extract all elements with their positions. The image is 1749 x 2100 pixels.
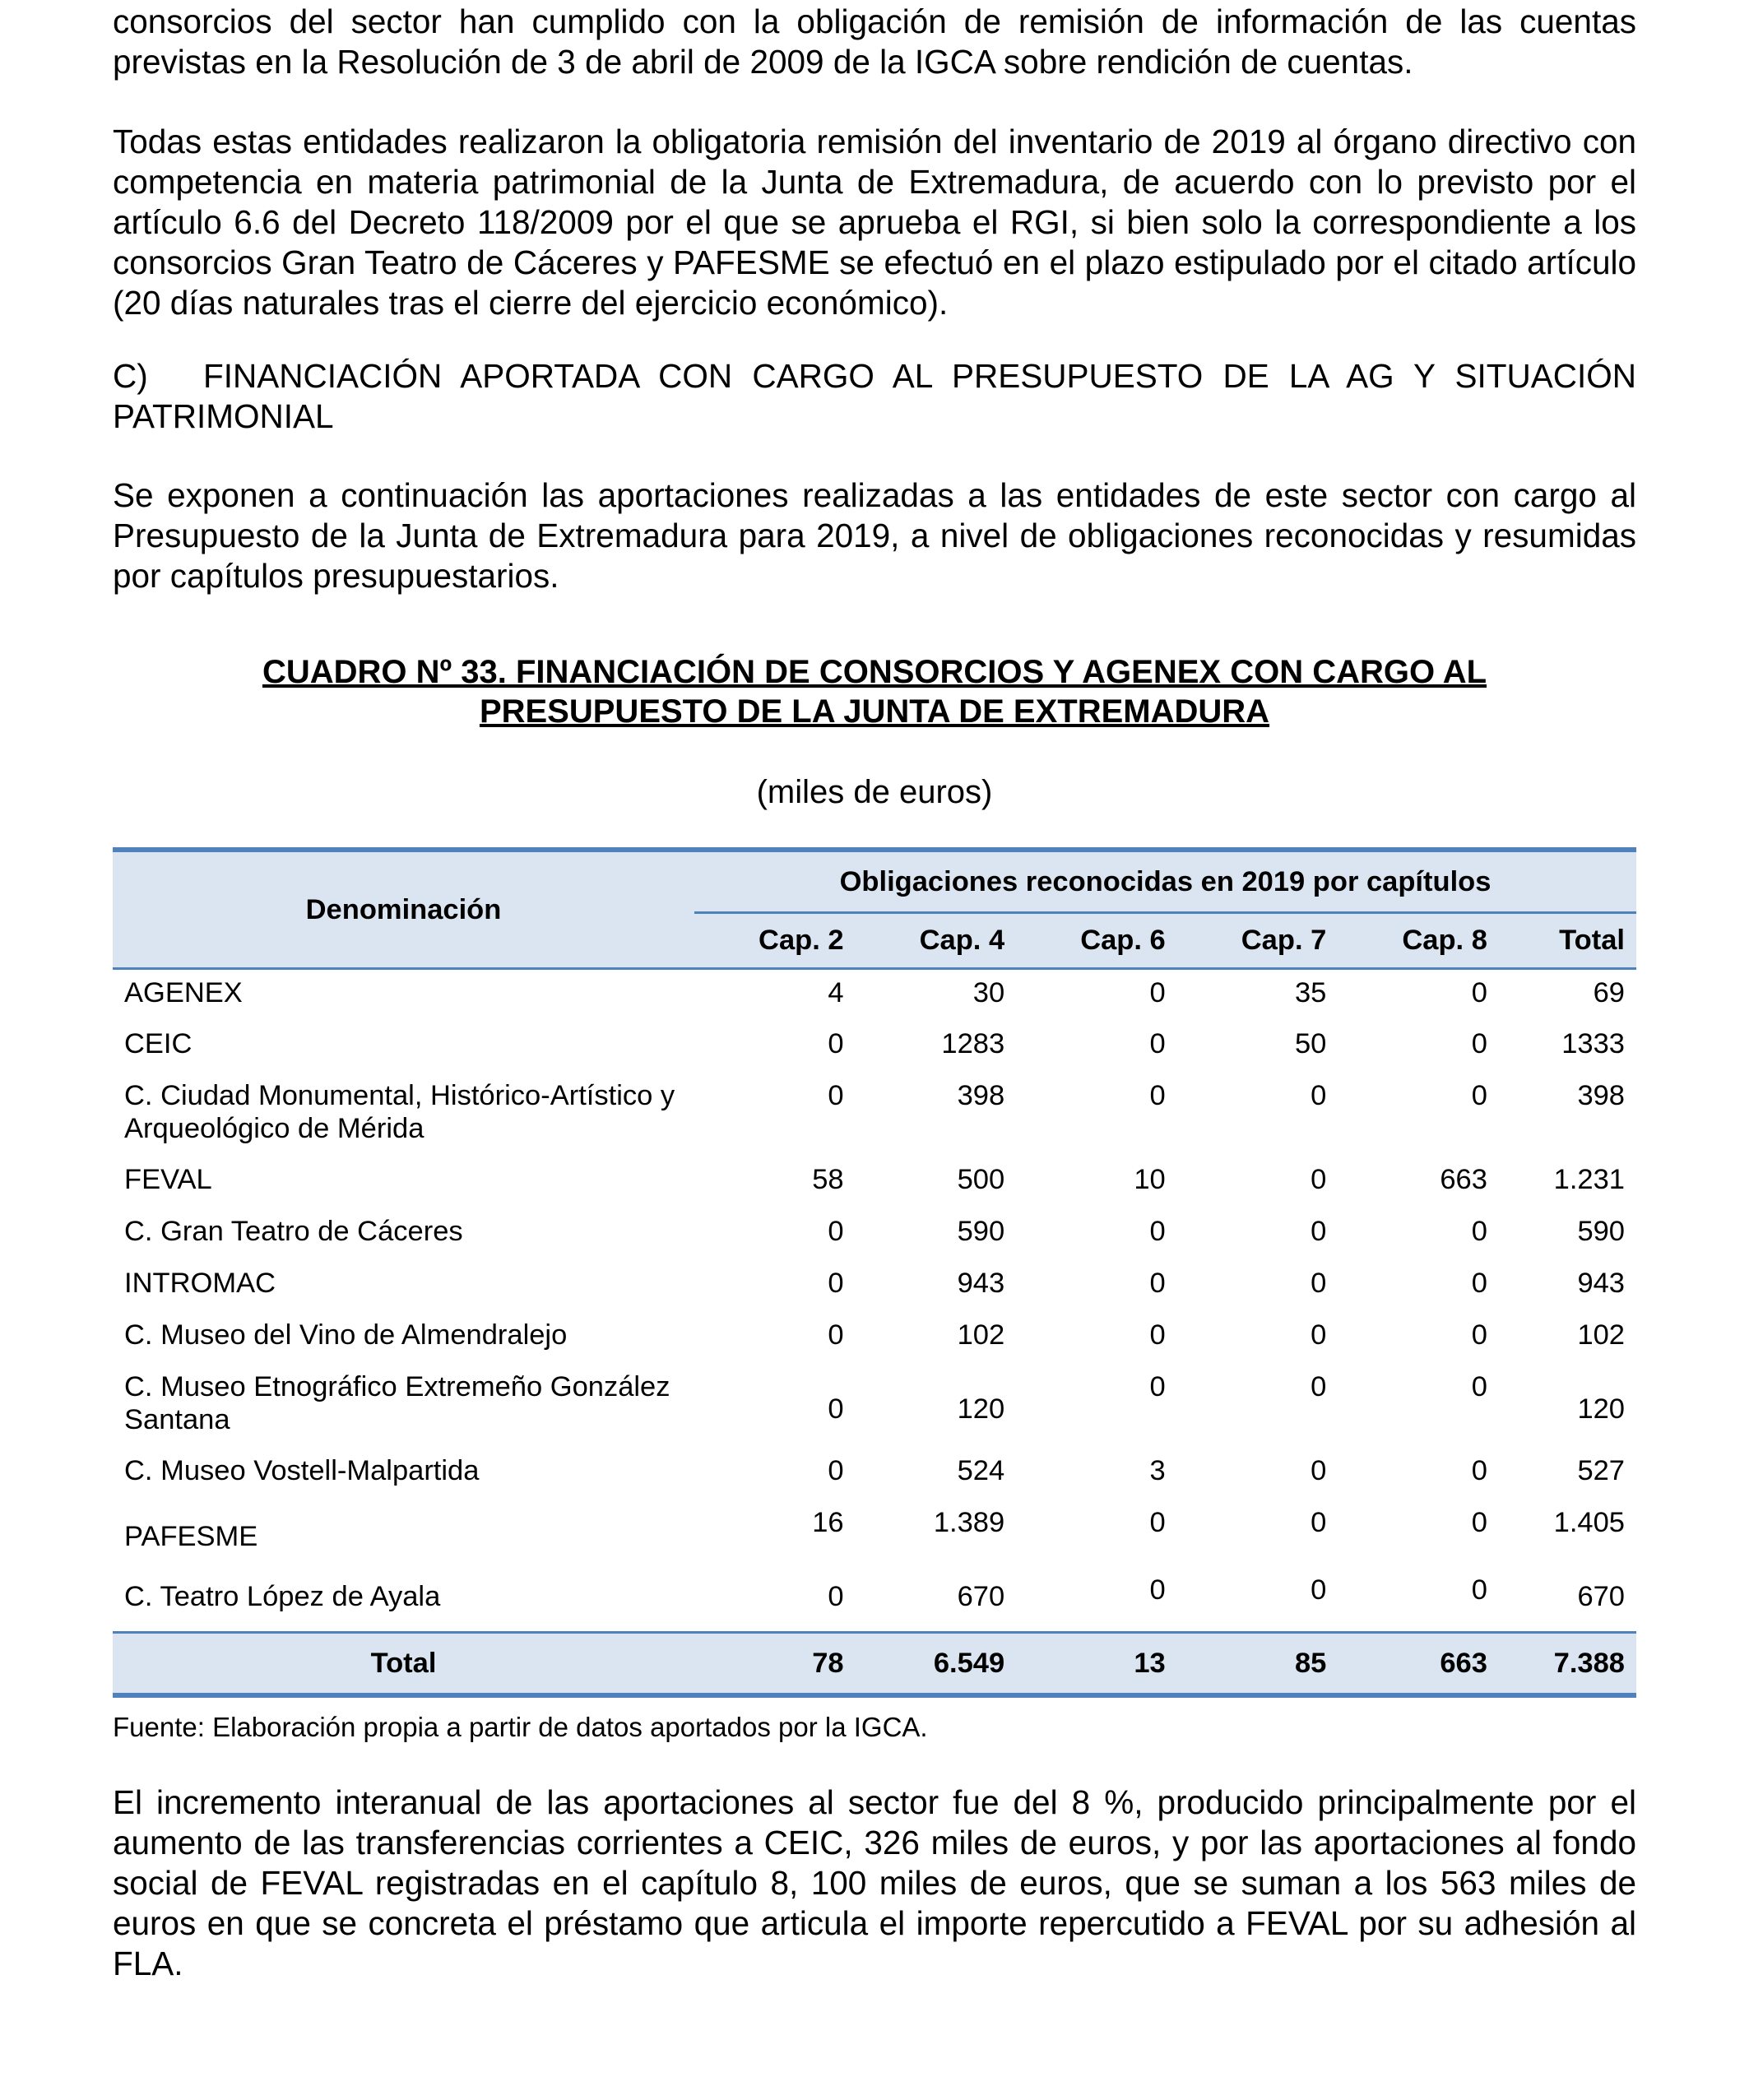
cell-total: 102: [1577, 1319, 1625, 1351]
row-name: CEIC: [124, 1027, 193, 1059]
cell-cap6: 0: [1149, 977, 1166, 1008]
cell-cap4: 943: [957, 1267, 1005, 1299]
cell-cap2: 4: [828, 977, 844, 1008]
cell-cap8: 0: [1471, 1506, 1487, 1538]
cell-cap6: 0: [1149, 1574, 1166, 1606]
table-row: [113, 1073, 1636, 1157]
cell-total: 670: [1577, 1580, 1625, 1612]
header-total: Total: [1499, 913, 1636, 969]
row-name: PAFESME: [124, 1520, 258, 1552]
header-cap6: Cap. 6: [1016, 913, 1177, 969]
cell-cap6: 0: [1149, 1370, 1166, 1402]
cell-total: 943: [1577, 1267, 1625, 1299]
row-name: C. Ciudad Monumental, Histórico-Artístico y Arqueológico de Mérida: [124, 1079, 675, 1144]
paragraph-intro: consorcios del sector han cumplido con la obligación de remisión de información de las cuentas previstas en la Resolución de 3 de abril de 2009 de la IGCA sobre rendición de cuentas.: [113, 2, 1636, 81]
table-row: [113, 1364, 1636, 1448]
cell-cap8: 663: [1440, 1163, 1487, 1195]
cell-cap4: 398: [957, 1079, 1005, 1111]
cell-cap7: 0: [1311, 1506, 1327, 1538]
table-unit: (miles de euros): [756, 774, 993, 810]
cell-total: 120: [1577, 1393, 1625, 1425]
table-title-line1: CUADRO Nº 33. FINANCIACIÓN DE CONSORCIOS Y AGENEX CON CARGO AL: [262, 654, 1487, 690]
total-cap6: 13: [1016, 1633, 1177, 1696]
cell-cap7: 50: [1294, 1027, 1327, 1059]
row-name: C. Museo del Vino de Almendralejo: [124, 1319, 568, 1351]
header-denominacion: Denominación: [113, 850, 694, 969]
paragraph-conclusion: El incremento interanual de las aportaciones al sector fue del 8 %, producido principalmente por el aumento de las transferencias corrientes a CEIC, 326 miles de euros, y por las aportaciones al fondo social de FEVAL registradas en el capítulo 8, 100 miles de euros, que se suman a los 563 miles de euros en que se concreta el préstamo que articula el importe repercutido a FEVAL por su adhesión al FLA.: [113, 1783, 1636, 1982]
table-row: [113, 1448, 1636, 1500]
cell-cap6: 0: [1149, 1027, 1166, 1059]
cell-cap8: 0: [1471, 1215, 1487, 1247]
cell-cap4: 120: [957, 1393, 1005, 1425]
cell-cap2: 0: [828, 1215, 844, 1247]
cell-cap8: 0: [1471, 1027, 1487, 1059]
cell-cap7: 0: [1311, 1319, 1327, 1351]
table-title-line2: PRESUPUESTO DE LA JUNTA DE EXTREMADURA: [479, 693, 1270, 730]
header-cap7: Cap. 7: [1177, 913, 1338, 969]
cell-cap4: 1283: [941, 1027, 1005, 1059]
cell-cap6: 0: [1149, 1215, 1166, 1247]
paragraph-inventory: Todas estas entidades realizaron la obligatoria remisión del inventario de 2019 al órgano directivo con competencia en materia patrimonial de la Junta de Extremadura, de acuerdo con lo previsto por el artículo 6.6 del Decreto 118/2009 por el que se aprueba el RGI, si bien solo la correspondiente a los consorcios Gran Teatro de Cáceres y PAFESME se efectuó en el plazo estipulado por el citado artículo (20 días naturales tras el cierre del ejercicio económico).: [113, 123, 1636, 322]
cell-cap2: 0: [828, 1454, 844, 1486]
cell-cap7: 0: [1311, 1370, 1327, 1402]
cell-cap2: 58: [812, 1163, 844, 1195]
cell-cap2: 0: [828, 1393, 844, 1425]
cell-cap7: 0: [1311, 1079, 1327, 1111]
table-row: [113, 1567, 1636, 1633]
cell-cap7: 0: [1311, 1574, 1327, 1606]
row-name: AGENEX: [124, 977, 243, 1008]
total-cap2: 78: [694, 1633, 856, 1696]
cell-cap8: 0: [1471, 1079, 1487, 1111]
table-row: [113, 969, 1636, 1021]
section-heading: [113, 356, 1636, 437]
section-heading-line2: PATRIMONIAL: [113, 397, 334, 435]
total-cap4: 6.549: [856, 1633, 1017, 1696]
table-source-note: Fuente: Elaboración propia a partir de datos aportados por la IGCA.: [113, 1712, 928, 1742]
table-row: [113, 1260, 1636, 1312]
total-label: Total: [113, 1633, 694, 1696]
cell-cap6: 0: [1149, 1267, 1166, 1299]
cell-total: 398: [1577, 1079, 1625, 1111]
row-name: INTROMAC: [124, 1267, 276, 1299]
cell-cap6: 0: [1149, 1319, 1166, 1351]
row-name: C. Museo Etnográfico Extremeño González Santana: [124, 1370, 670, 1435]
cell-cap8: 0: [1471, 1574, 1487, 1606]
cell-cap6: 0: [1149, 1079, 1166, 1111]
cell-cap8: 0: [1471, 1319, 1487, 1351]
cell-cap7: 0: [1311, 1454, 1327, 1486]
row-name: FEVAL: [124, 1163, 212, 1195]
cell-cap4: 670: [957, 1580, 1005, 1612]
header-cap4: Cap. 4: [856, 913, 1017, 969]
financing-table: [113, 847, 1636, 1698]
cell-total: 1.231: [1553, 1163, 1625, 1195]
cell-cap4: 30: [972, 977, 1005, 1008]
cell-cap7: 0: [1311, 1163, 1327, 1195]
total-row: [113, 1633, 1636, 1696]
cell-cap8: 0: [1471, 1370, 1487, 1402]
table-row: [113, 1312, 1636, 1364]
row-name: C. Museo Vostell-Malpartida: [124, 1454, 480, 1486]
cell-cap8: 0: [1471, 1267, 1487, 1299]
row-name: C. Gran Teatro de Cáceres: [124, 1215, 463, 1247]
cell-total: 1.405: [1553, 1506, 1625, 1538]
cell-cap4: 102: [957, 1319, 1005, 1351]
cell-cap2: 0: [828, 1580, 844, 1612]
cell-cap6: 10: [1134, 1163, 1166, 1195]
paragraph-table-intro: Se exponen a continuación las aportaciones realizadas a las entidades de este sector con cargo al Presupuesto de la Junta de Extremadura para 2019, a nivel de obligaciones reconocidas y resumidas por capítulos presupuestarios.: [113, 476, 1636, 595]
cell-cap4: 590: [957, 1215, 1005, 1247]
cell-total: 590: [1577, 1215, 1625, 1247]
cell-cap8: 0: [1471, 1454, 1487, 1486]
header-cap2: Cap. 2: [694, 913, 856, 969]
header-group: Obligaciones reconocidas en 2019 por capítulos: [694, 850, 1636, 913]
total-total: 7.388: [1499, 1633, 1636, 1696]
cell-cap2: 0: [828, 1079, 844, 1111]
header-cap8: Cap. 8: [1338, 913, 1499, 969]
cell-total: 69: [1593, 977, 1625, 1008]
cell-cap2: 0: [828, 1319, 844, 1351]
cell-cap4: 1.389: [933, 1506, 1005, 1538]
total-cap7: 85: [1177, 1633, 1338, 1696]
cell-cap6: 0: [1149, 1506, 1166, 1538]
cell-cap7: 35: [1294, 977, 1327, 1008]
table-row: [113, 1157, 1636, 1208]
cell-cap2: 0: [828, 1027, 844, 1059]
cell-cap2: 0: [828, 1267, 844, 1299]
cell-cap6: 3: [1149, 1454, 1166, 1486]
table-title: [113, 652, 1636, 731]
cell-total: 527: [1577, 1454, 1625, 1486]
row-name: C. Teatro López de Ayala: [124, 1580, 441, 1612]
cell-cap7: 0: [1311, 1267, 1327, 1299]
table-row: [113, 1208, 1636, 1260]
cell-cap4: 524: [957, 1454, 1005, 1486]
cell-cap4: 500: [957, 1163, 1005, 1195]
cell-cap7: 0: [1311, 1215, 1327, 1247]
table-row: [113, 1021, 1636, 1073]
cell-cap2: 16: [812, 1506, 844, 1538]
section-letter: C): [113, 357, 148, 395]
section-heading-line1: FINANCIACIÓN APORTADA CON CARGO AL PRESUPUESTO DE LA AG Y SITUACIÓN: [203, 357, 1636, 395]
cell-total: 1333: [1561, 1027, 1625, 1059]
total-cap8: 663: [1338, 1633, 1499, 1696]
table-row: [113, 1500, 1636, 1567]
cell-cap8: 0: [1471, 977, 1487, 1008]
